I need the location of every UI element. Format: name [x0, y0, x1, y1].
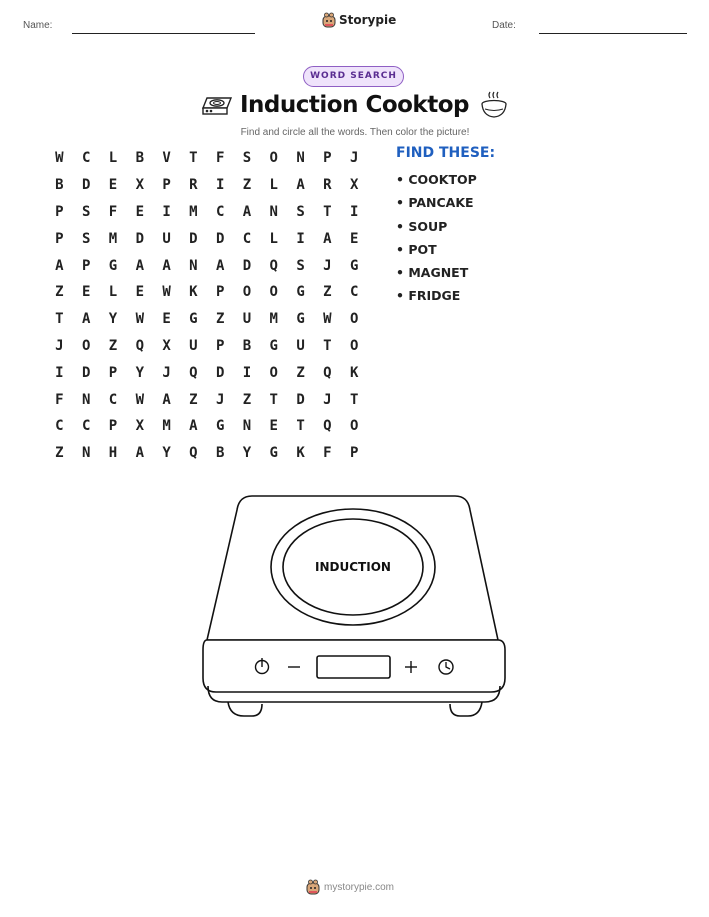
grid-letter[interactable]: M — [189, 203, 198, 220]
grid-letter[interactable]: I — [349, 203, 359, 220]
grid-letter[interactable]: O — [242, 284, 252, 301]
grid-letter[interactable]: M — [108, 230, 118, 247]
grid-letter[interactable]: X — [349, 177, 359, 194]
grid-letter[interactable]: P — [108, 364, 118, 381]
grid-letter[interactable]: A — [135, 257, 144, 274]
grid-letter[interactable]: S — [296, 257, 305, 274]
grid-letter[interactable]: Z — [242, 391, 252, 408]
word-list-item: • COOKTOP — [396, 172, 477, 187]
grid-letter[interactable]: X — [135, 418, 144, 435]
grid-letter[interactable]: A — [189, 418, 198, 435]
grid-row — [46, 225, 368, 252]
grid-letter[interactable]: J — [349, 150, 359, 167]
grid-letter[interactable]: Z — [108, 337, 118, 354]
grid-letter[interactable]: T — [189, 150, 198, 167]
grid-letter[interactable]: Q — [269, 257, 278, 274]
grid-letter[interactable]: Z — [296, 364, 305, 381]
grid-letter[interactable]: R — [323, 177, 332, 194]
grid-letter[interactable]: D — [135, 230, 144, 247]
grid-letter[interactable]: T — [323, 337, 332, 354]
footer-site: mystorypie.com — [324, 881, 395, 893]
grid-letter[interactable]: C — [81, 150, 91, 167]
grid-letter[interactable]: W — [55, 150, 64, 167]
grid-letter[interactable]: Z — [215, 311, 225, 328]
grid-letter[interactable]: W — [135, 311, 144, 328]
storypie-mascot-icon — [306, 879, 320, 895]
grid-letter[interactable]: O — [349, 418, 359, 435]
word-list-item: • PANCAKE — [396, 195, 474, 211]
grid-letter[interactable]: B — [242, 337, 252, 354]
word-list-item: • MAGNET — [396, 265, 469, 281]
grid-letter[interactable]: T — [55, 311, 64, 328]
grid-letter[interactable]: U — [242, 311, 252, 328]
grid-letter[interactable]: W — [162, 284, 171, 301]
grid-letter[interactable]: C — [349, 284, 359, 301]
grid-letter[interactable]: A — [242, 203, 252, 220]
grid-letter[interactable]: L — [108, 284, 118, 301]
grid-letter[interactable]: E — [162, 311, 171, 328]
grid-letter[interactable]: D — [242, 257, 252, 274]
grid-row — [46, 333, 368, 360]
word-list-item: • SOUP — [396, 218, 448, 234]
grid-letter[interactable]: A — [323, 230, 332, 247]
grid-letter[interactable]: I — [242, 364, 252, 381]
grid-letter[interactable]: Q — [323, 418, 332, 435]
grid-letter[interactable]: D — [81, 364, 91, 381]
grid-letter[interactable]: B — [55, 177, 64, 194]
grid-letter[interactable]: G — [296, 284, 305, 301]
word-list — [396, 172, 477, 312]
grid-row — [46, 440, 368, 467]
grid-letter[interactable]: Z — [323, 284, 332, 301]
grid-letter[interactable]: K — [296, 445, 305, 462]
grid-letter[interactable]: S — [296, 203, 305, 220]
name-label: Name: — [23, 20, 53, 31]
grid-row — [46, 306, 368, 333]
grid-letter[interactable]: E — [269, 418, 278, 435]
grid-row — [46, 413, 368, 440]
hotplate-icon — [200, 94, 234, 118]
grid-letter[interactable]: N — [81, 391, 91, 408]
grid-letter[interactable]: L — [269, 230, 278, 247]
grid-letter[interactable]: M — [269, 311, 278, 328]
grid-letter[interactable]: T — [269, 391, 278, 408]
grid-letter[interactable]: I — [162, 203, 171, 220]
grid-row — [46, 145, 368, 172]
grid-letter[interactable]: A — [81, 311, 91, 328]
grid-letter[interactable]: T — [349, 391, 359, 408]
grid-letter[interactable]: P — [215, 337, 225, 354]
grid-letter[interactable]: J — [323, 257, 332, 274]
grid-letter[interactable]: N — [269, 203, 278, 220]
word-list-item: • POT — [396, 241, 437, 257]
grid-row — [46, 172, 368, 199]
grid-row — [46, 386, 368, 413]
find-these-heading: FIND THESE: — [396, 145, 496, 161]
grid-letter[interactable]: F — [323, 445, 332, 462]
grid-letter[interactable]: K — [349, 364, 359, 381]
grid-letter[interactable]: D — [189, 230, 198, 247]
grid-letter[interactable]: I — [55, 364, 64, 381]
name-line — [72, 33, 255, 34]
grid-letter[interactable]: J — [55, 337, 64, 354]
grid-letter[interactable]: S — [81, 203, 91, 220]
grid-letter[interactable]: J — [162, 364, 171, 381]
grid-letter[interactable]: B — [215, 445, 225, 462]
grid-letter[interactable]: N — [242, 418, 252, 435]
grid-letter[interactable]: D — [215, 230, 225, 247]
grid-letter[interactable]: O — [81, 337, 91, 354]
grid-letter[interactable]: Z — [242, 177, 252, 194]
grid-letter[interactable]: N — [81, 445, 91, 462]
grid-letter[interactable]: P — [55, 230, 64, 247]
grid-letter[interactable]: A — [55, 257, 64, 274]
grid-letter[interactable]: E — [349, 230, 359, 247]
grid-letter[interactable]: G — [108, 257, 118, 274]
grid-letter[interactable]: Y — [162, 445, 171, 462]
grid-letter[interactable]: P — [81, 257, 91, 274]
grid-letter[interactable]: E — [135, 203, 144, 220]
grid-letter[interactable]: T — [296, 418, 305, 435]
brand-name: Storypie — [339, 13, 397, 27]
grid-letter[interactable]: G — [296, 311, 305, 328]
grid-letter[interactable]: G — [269, 445, 278, 462]
grid-letter[interactable]: W — [323, 311, 332, 328]
grid-letter[interactable]: F — [55, 391, 64, 408]
grid-letter[interactable]: Y — [135, 364, 144, 381]
instructions: Find and circle all the words. Then color the picture! — [240, 127, 470, 138]
grid-letter[interactable]: U — [162, 230, 171, 247]
grid-letter[interactable]: A — [296, 177, 305, 194]
grid-letter[interactable]: I — [296, 230, 305, 247]
grid-letter[interactable]: C — [55, 418, 64, 435]
word-list-item: • FRIDGE — [396, 288, 461, 304]
grid-letter[interactable]: P — [162, 177, 171, 194]
grid-letter[interactable]: G — [269, 337, 278, 354]
grid-letter[interactable]: F — [215, 150, 225, 167]
grid-letter[interactable]: E — [135, 284, 144, 301]
grid-letter[interactable]: P — [215, 284, 225, 301]
grid-letter[interactable]: U — [296, 337, 305, 354]
grid-letter[interactable]: R — [189, 177, 198, 194]
grid-letter[interactable]: Z — [189, 391, 198, 408]
grid-letter[interactable]: Q — [135, 337, 144, 354]
grid-letter[interactable]: N — [296, 150, 305, 167]
grid-letter[interactable]: O — [269, 150, 278, 167]
grid-letter[interactable]: D — [215, 364, 225, 381]
grid-letter[interactable]: O — [269, 284, 278, 301]
grid-row — [46, 199, 368, 226]
grid-row — [46, 359, 368, 386]
grid-letter[interactable]: P — [349, 445, 359, 462]
grid-letter[interactable]: W — [135, 391, 144, 408]
grid-letter[interactable]: Q — [323, 364, 332, 381]
grid-letter[interactable]: E — [81, 284, 91, 301]
grid-letter[interactable]: G — [215, 418, 225, 435]
induction-cooktop-illustration — [200, 490, 510, 725]
footer — [306, 879, 394, 895]
grid-letter[interactable]: G — [189, 311, 198, 328]
grid-letter[interactable]: Q — [189, 445, 198, 462]
grid-letter[interactable]: A — [162, 257, 171, 274]
word-search-badge: WORD SEARCH — [303, 66, 404, 87]
grid-letter[interactable]: A — [162, 391, 171, 408]
grid-letter[interactable]: S — [242, 150, 252, 167]
grid-letter[interactable]: C — [242, 230, 252, 247]
grid-letter[interactable]: Z — [55, 284, 64, 301]
grid-letter[interactable]: D — [81, 177, 91, 194]
grid-letter[interactable]: X — [135, 177, 144, 194]
grid-letter[interactable]: D — [296, 391, 305, 408]
grid-letter[interactable]: P — [323, 150, 332, 167]
grid-letter[interactable]: G — [349, 257, 359, 274]
grid-letter[interactable]: B — [135, 150, 144, 167]
grid-letter[interactable]: J — [323, 391, 332, 408]
date-label: Date: — [492, 20, 516, 31]
brand-logo — [322, 12, 396, 28]
grid-letter[interactable]: O — [349, 337, 359, 354]
grid-letter[interactable]: A — [135, 445, 144, 462]
letter-grid — [46, 145, 368, 467]
grid-letter[interactable]: L — [269, 177, 278, 194]
grid-letter[interactable]: V — [162, 150, 171, 167]
grid-letter[interactable]: U — [189, 337, 198, 354]
grid-letter[interactable]: C — [215, 203, 225, 220]
grid-letter[interactable]: O — [269, 364, 278, 381]
grid-letter[interactable]: E — [108, 177, 118, 194]
grid-letter[interactable]: S — [81, 230, 91, 247]
grid-letter[interactable]: P — [55, 203, 64, 220]
grid-letter[interactable]: H — [108, 445, 118, 462]
grid-letter[interactable]: N — [189, 257, 198, 274]
grid-letter[interactable]: X — [162, 337, 171, 354]
grid-letter[interactable]: T — [323, 203, 332, 220]
grid-letter[interactable]: Y — [242, 445, 252, 462]
grid-letter[interactable]: L — [108, 150, 118, 167]
grid-letter[interactable]: P — [108, 418, 118, 435]
grid-letter[interactable]: A — [215, 257, 225, 274]
grid-letter[interactable]: O — [349, 311, 359, 328]
grid-letter[interactable]: F — [108, 203, 118, 220]
grid-letter[interactable]: C — [81, 418, 91, 435]
grid-letter[interactable]: J — [215, 391, 225, 408]
page-title: Induction Cooktop — [239, 92, 469, 118]
burner-label: INDUCTION — [315, 560, 391, 574]
grid-letter[interactable]: I — [215, 177, 225, 194]
grid-letter[interactable]: Y — [108, 311, 118, 328]
grid-letter[interactable]: Z — [55, 445, 64, 462]
grid-row — [46, 252, 368, 279]
grid-letter[interactable]: M — [162, 418, 171, 435]
grid-row — [46, 279, 368, 306]
date-line — [539, 33, 687, 34]
grid-letter[interactable]: C — [108, 391, 118, 408]
grid-letter[interactable]: Q — [189, 364, 198, 381]
grid-letter[interactable]: K — [189, 284, 198, 301]
soup-bowl-icon — [479, 89, 509, 121]
storypie-mascot-icon — [322, 12, 336, 28]
